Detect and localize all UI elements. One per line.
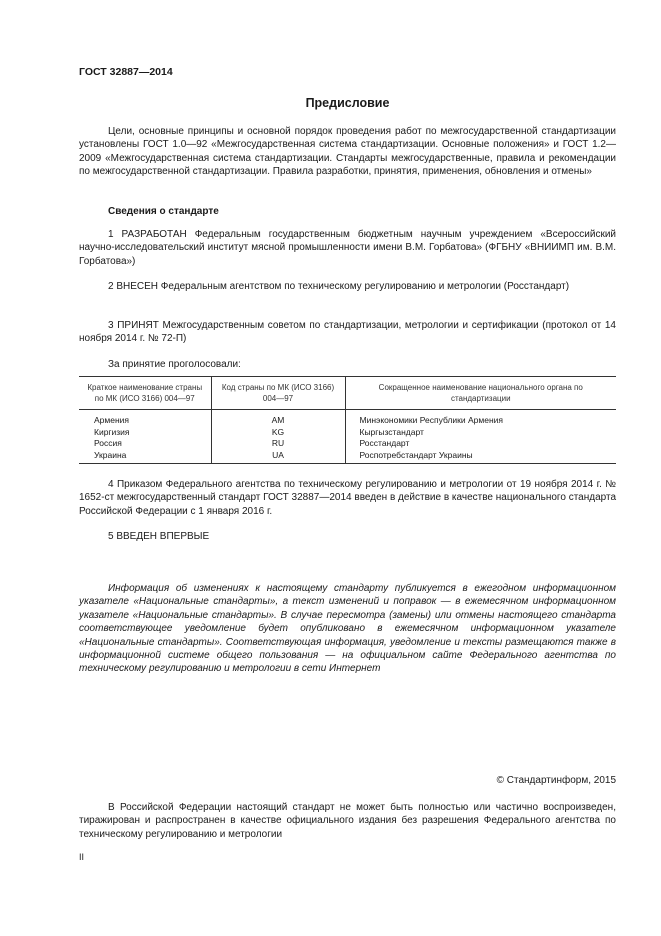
item-submitted: 2 ВНЕСЕН Федеральным агентством по техническому регулированию и метрологии (Росстандарт) — [108, 281, 570, 292]
copyright: © Стандартинформ, 2015 — [496, 775, 616, 786]
page-title: Предисловие — [305, 96, 390, 110]
rights-notice: В Российской Федерации настоящий стандарт не может быть полностью или частично воспроизведен, тиражирован и распространен в качестве официального издания без разрешения Федерального агентства по техническому регулированию и метрологии — [79, 802, 616, 840]
table-row — [79, 450, 616, 464]
item-introduced: 5 ВВЕДЕН ВПЕРВЫЕ — [108, 531, 210, 542]
column-header-country: Краткое наименование страны по МК (ИСО 3166) 004—97 — [79, 377, 211, 410]
country-cell: Армения — [94, 415, 130, 425]
column-header-agency: Сокращенное наименование национального органа по стандартизации — [345, 377, 616, 410]
document-code: ГОСТ 32887—2014 — [79, 66, 173, 78]
code-cell: KG — [211, 427, 345, 439]
agency-cell: Минэкономики Республики Армения — [345, 410, 616, 427]
info-notice: Информация об изменениях к настоящему стандарту публикуется в ежегодном информационном указателе «Национальные стандарты», а текст изменений и поправок — в ежемесячном информационном указателе «Национальные стандарты». В случае пересмотра (замены) или отмены настоящего стандарта соответствующее уведомление будет опубликовано в ежемесячном информационном указателе «Национальные стандарты». Соответствующая информация, уведомление и тексты размещаются также в информационной системе общего пользования — на официальном сайте Федерального агентства по техническому регулированию и метрологии в сети Интернет — [79, 583, 616, 675]
code-cell: UA — [211, 450, 345, 464]
agency-cell: Росстандарт — [345, 438, 616, 450]
table-row — [79, 438, 616, 450]
table-row — [79, 427, 616, 439]
agency-cell: Роспотребстандарт Украины — [345, 450, 616, 464]
item-developed: 1 РАЗРАБОТАН Федеральным государственным бюджетным научным учреждением «Всероссийский научно-исследовательский институт мясной промышленности имени В.М. Горбатова» (ФГБНУ «ВНИИМП им. В.М. Горбатова») — [79, 229, 616, 267]
table-header-row — [79, 377, 616, 410]
section-heading: Сведения о стандарте — [108, 206, 219, 217]
item-enacted: 4 Приказом Федерального агентства по техническому регулированию и метрологии от 19 ноября 2014 г. № 1652-ст межгосударственный стандарт ГОСТ 32887—2014 введен в действие в качестве национального стандарта Российской Федерации с 1 января 2016 г. — [79, 479, 617, 517]
page-number: II — [79, 852, 85, 862]
country-cell: Украина — [79, 450, 211, 464]
vote-caption: За принятие проголосовали: — [108, 359, 241, 370]
intro-paragraph: Цели, основные принципы и основной порядок проведения работ по межгосударственной стандартизации установлены ГОСТ 1.0—92 «Межгосударственная система стандартизации. Основные положения» и ГОСТ 1.2—2009 «Межгосударственная система стандартизации. Стандарты межгосударственные, правила и рекомендации по межгосударственной стандартизации. Правила разработки, принятия, применения, обновления и отмены» — [79, 126, 616, 178]
code-cell: AM — [211, 410, 345, 427]
code-cell: RU — [211, 438, 345, 450]
voting-table — [79, 376, 616, 464]
table-row — [79, 410, 616, 427]
agency-cell: Кыргызстандарт — [345, 427, 616, 439]
item-adopted: 3 ПРИНЯТ Межгосударственным советом по стандартизации, метрологии и сертификации (протокол от 14 ноября 2014 г. № 72-П) — [79, 320, 616, 345]
column-header-code: Код страны по МК (ИСО 3166) 004—97 — [211, 377, 345, 410]
country-cell: Киргизия — [94, 426, 130, 437]
country-cell: Россия — [94, 438, 122, 449]
